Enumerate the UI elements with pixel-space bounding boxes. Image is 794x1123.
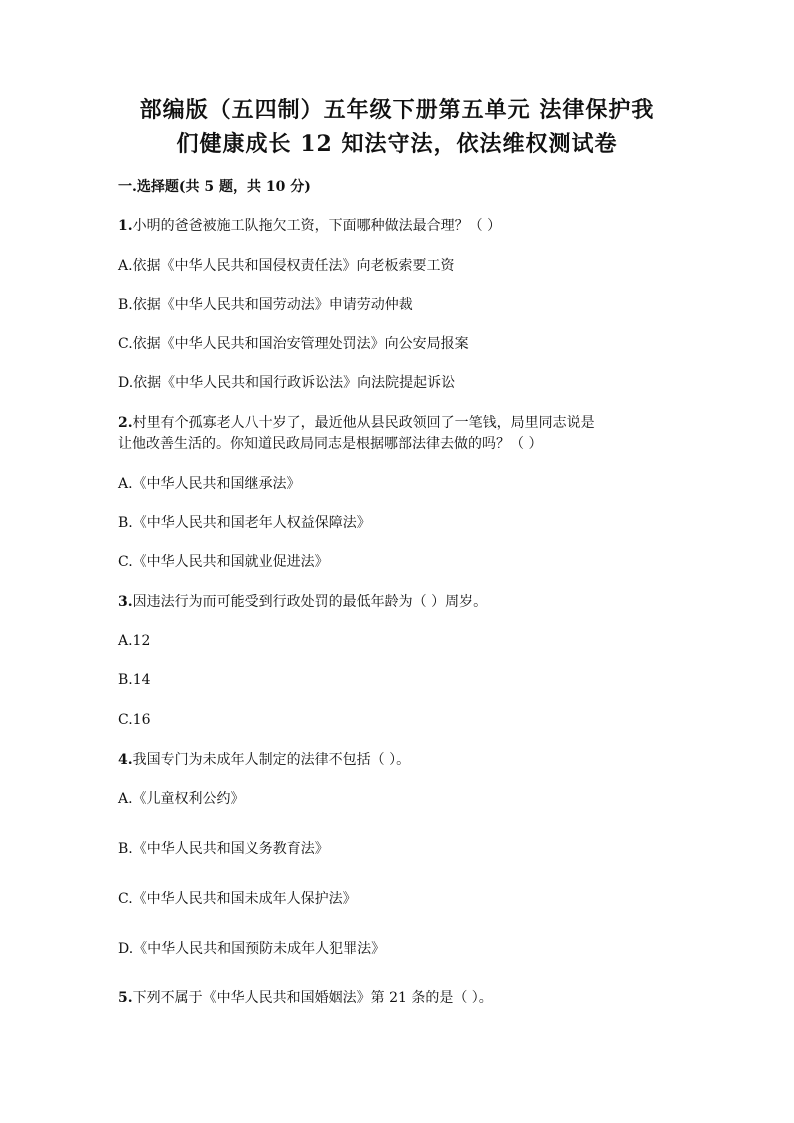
question-number: 4. bbox=[118, 752, 133, 768]
question-1-option-c: C.依据《中华人民共和国治安管理处罚法》向公安局报案 bbox=[118, 336, 469, 352]
document-title-line-2: 们健康成长 12 知法守法，依法维权测试卷 bbox=[176, 131, 618, 157]
question-number: 5. bbox=[118, 990, 133, 1006]
question-number: 1. bbox=[118, 218, 133, 234]
question-4-option-a: A.《儿童权利公约》 bbox=[118, 791, 245, 807]
section-heading: 一.选择题(共 5 题，共 10 分) bbox=[118, 179, 311, 195]
question-2-option-b: B.《中华人民共和国老年人权益保障法》 bbox=[118, 515, 371, 531]
question-3-option-c: C.16 bbox=[118, 712, 151, 728]
question-5 bbox=[118, 988, 493, 1008]
question-2 bbox=[118, 413, 595, 433]
question-4 bbox=[118, 750, 410, 770]
question-text: 我国专门为未成年人制定的法律不包括（ ）。 bbox=[132, 752, 411, 768]
question-1 bbox=[118, 216, 501, 236]
question-1-option-a: A.依据《中华人民共和国侵权责任法》向老板索要工资 bbox=[118, 258, 455, 274]
question-2-text-line-2: 让他改善生活的。你知道民政局同志是根据哪部法律去做的吗？（ ） bbox=[118, 436, 543, 452]
question-text: 因违法行为而可能受到行政处罚的最低年龄为（ ）周岁。 bbox=[132, 594, 488, 610]
question-2-option-c: C.《中华人民共和国就业促进法》 bbox=[118, 554, 329, 570]
question-text-line-1: 村里有个孤寡老人八十岁了，最近他从县民政领回了一笔钱，局里同志说是 bbox=[132, 415, 595, 431]
question-number: 3. bbox=[118, 594, 133, 610]
question-4-option-d: D.《中华人民共和国预防未成年人犯罪法》 bbox=[118, 941, 386, 957]
question-text: 小明的爸爸被施工队拖欠工资，下面哪种做法最合理？（ ） bbox=[132, 218, 502, 234]
question-3-option-a: A.12 bbox=[118, 633, 151, 649]
question-number: 2. bbox=[118, 415, 133, 431]
question-3 bbox=[118, 592, 487, 612]
question-4-option-b: B.《中华人民共和国义务教育法》 bbox=[118, 841, 329, 857]
question-text: 下列不属于《中华人民共和国婚姻法》第 21 条的是（ ）。 bbox=[132, 990, 493, 1006]
question-1-option-d: D.依据《中华人民共和国行政诉讼法》向法院提起诉讼 bbox=[118, 375, 456, 391]
question-4-option-c: C.《中华人民共和国未成年人保护法》 bbox=[118, 891, 357, 907]
document-title-line-1: 部编版（五四制）五年级下册第五单元 法律保护我 bbox=[139, 97, 655, 123]
question-3-option-b: B.14 bbox=[118, 672, 151, 688]
question-1-option-b: B.依据《中华人民共和国劳动法》申请劳动仲裁 bbox=[118, 297, 413, 313]
question-2-option-a: A.《中华人民共和国继承法》 bbox=[118, 476, 301, 492]
